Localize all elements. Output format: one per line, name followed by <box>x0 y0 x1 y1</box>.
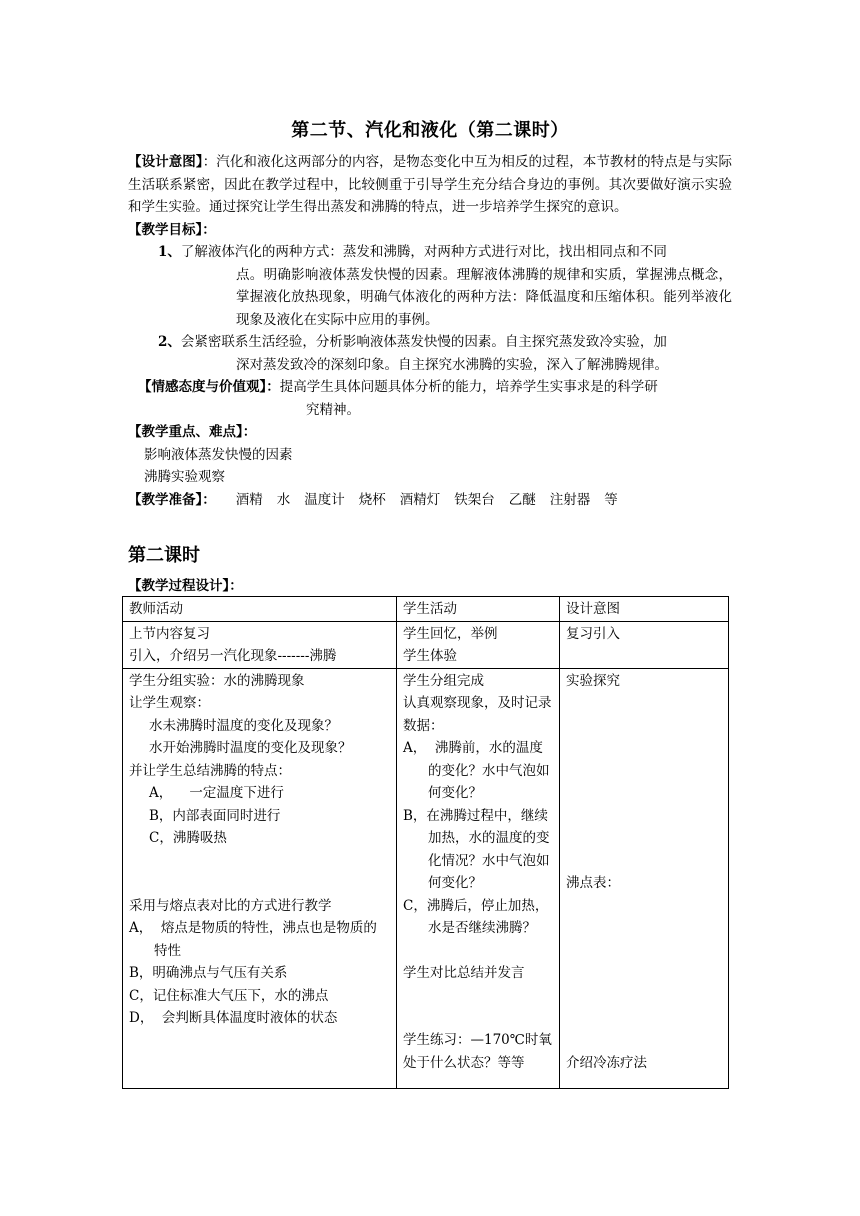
cell-line: 实验探究 <box>566 672 620 689</box>
goals-heading: 【教学目标】： <box>128 221 216 238</box>
cell-line: B，在沸腾过程中，继续加热，水的温度的变化情况？水中气泡如何变化？ <box>403 807 550 891</box>
cell-line: 采用与熔点表对比的方式进行教学 <box>129 897 332 914</box>
emotion-text-line2: 究精神。 <box>306 401 360 418</box>
design-intent-paragraph <box>128 151 732 219</box>
prep-item: 注射器 <box>549 491 591 508</box>
header-teacher-activity: 教师活动 <box>123 597 397 622</box>
section-heading: 第二课时 <box>128 545 200 566</box>
table-header-row <box>123 597 729 622</box>
page-title: 第二节、汽化和液化（第二课时） <box>291 120 569 141</box>
cell-line: 水开始沸腾时温度的变化及现象？ <box>149 740 352 756</box>
prep-item: 乙醚 <box>508 491 536 508</box>
cell-line: D， 会判断具体温度时液体的状态 <box>129 1010 338 1026</box>
prep-item: 铁架台 <box>454 491 495 508</box>
cell-spacer <box>403 940 553 962</box>
header-student-activity: 学生活动 <box>397 597 560 622</box>
cell-spacer <box>403 984 553 1029</box>
cell-line: A， 熔点是物质的特性，沸点也是物质的特性 <box>129 920 377 959</box>
goal-item-2 <box>128 331 732 376</box>
key-point-2: 沸腾实验观察 <box>144 469 225 485</box>
goal-text-2-line1: 会紧密联系生活经验，分析影响液体蒸发快慢的因素。自主探究蒸发致冷实验，加 <box>180 334 667 350</box>
cell-line: 沸点表： <box>566 875 620 891</box>
cell-line: C，记住标准大气压下，水的沸点 <box>129 987 329 1004</box>
prep-item: 温度计 <box>304 491 345 508</box>
header-design-intent: 设计意图 <box>560 597 729 622</box>
cell-line: 介绍冷冻疗法 <box>566 1054 647 1071</box>
cell-line: C，沸腾后，停止加热，水是否继续沸腾？ <box>403 897 549 936</box>
student-cell <box>397 621 560 668</box>
prep-item: 烧杯 <box>358 491 386 508</box>
cell-line: 学生对比总结并发言 <box>403 964 525 981</box>
prep-item: 水 <box>276 491 291 508</box>
prep-item: 等 <box>604 491 618 508</box>
goal-item-1 <box>128 241 732 331</box>
cell-line: B，内部表面同时进行 <box>149 807 281 824</box>
goal-text-1-line1: 了解液体汽化的两种方式：蒸发和沸腾，对两种方式进行对比，找出相同点和不同 <box>180 244 667 260</box>
cell-line: 复习引入 <box>566 625 620 642</box>
design-intent-text: ：汽化和液化这两部分的内容，是物态变化中互为相反的过程，本节教材的特点是与实际生活联系紧密，因此在教学过程中，比较侧重于引导学生充分结合身边的事例。其次要做好演示实验和学生实验。通过探究让学生得出蒸发和沸腾的特点，进一步培养学生探究的意识。 <box>128 154 733 215</box>
cell-spacer <box>566 692 722 872</box>
cell-line: 学生分组完成 <box>403 672 484 689</box>
goal-text-2-rest: 深对蒸发致冷的深刻印象。自主探究水沸腾的实验，深入了解沸腾规律。 <box>236 356 668 373</box>
emotion-text-line1: 提高学生具体问题具体分析的能力，培养学生实事求是的科学研 <box>279 379 658 395</box>
cell-line: B，明确沸点与气压有关系 <box>129 965 288 981</box>
cell-spacer <box>129 850 390 895</box>
goal-number-2: 2、 <box>158 334 181 350</box>
cell-line: A， 沸腾前，水的温度的变化？水中气泡如何变化？ <box>403 740 550 801</box>
goal-text-1-rest: 点。明确影响液体蒸发快慢的因素。理解液体沸腾的规律和实质，掌握沸点概念，掌握液化放热现象，明确气体液化的两种方法：降低温度和压缩体积。能列举液化现象及液化在实际中应用的事例。 <box>236 266 732 328</box>
prep-item: 酒精 <box>235 491 263 508</box>
key-points-heading: 【教学重点、难点】： <box>128 424 257 440</box>
cell-line: C，沸腾吸热 <box>149 830 227 846</box>
student-cell <box>397 668 560 1088</box>
emotion-label: 【情感态度与价值观】： <box>138 379 280 395</box>
cell-line: 上节内容复习 <box>129 625 210 642</box>
cell-line: 学生回忆，举例 <box>403 625 498 642</box>
goal-number-1: 1、 <box>158 244 181 260</box>
table-row <box>123 621 729 668</box>
cell-line: 学生体验 <box>403 648 457 664</box>
cell-line: 认真观察现象，及时记录数据： <box>403 695 552 734</box>
process-heading: 【教学过程设计】： <box>128 578 243 594</box>
cell-line: 学生练习：—170℃时氧处于什么状态？等等 <box>403 1032 552 1071</box>
table-row <box>123 668 729 1088</box>
intent-cell <box>560 668 729 1088</box>
teaching-process-table <box>122 596 729 1089</box>
lesson-plan-body <box>128 151 732 511</box>
intent-cell <box>560 621 729 668</box>
cell-line: 学生分组实验：水的沸腾现象 <box>129 672 305 689</box>
cell-spacer <box>566 895 722 1052</box>
teacher-cell <box>123 668 397 1088</box>
emotion-section <box>128 376 732 421</box>
design-intent-label: 【设计意图】 <box>128 154 203 170</box>
cell-line: 让学生观察： <box>129 695 210 711</box>
preparation-row <box>128 489 732 512</box>
cell-line: 引入，介绍另一汽化现象-------沸腾 <box>129 648 337 664</box>
cell-line: A， 一定温度下进行 <box>149 785 284 801</box>
prep-item: 酒精灯 <box>399 491 441 508</box>
key-point-1: 影响液体蒸发快慢的因素 <box>144 446 293 463</box>
preparation-items <box>236 489 632 512</box>
cell-line: 并让学生总结沸腾的特点： <box>129 762 291 779</box>
cell-line: 水未沸腾时温度的变化及现象？ <box>149 717 338 734</box>
teacher-cell <box>123 621 397 668</box>
preparation-label: 【教学准备】： <box>128 491 216 508</box>
